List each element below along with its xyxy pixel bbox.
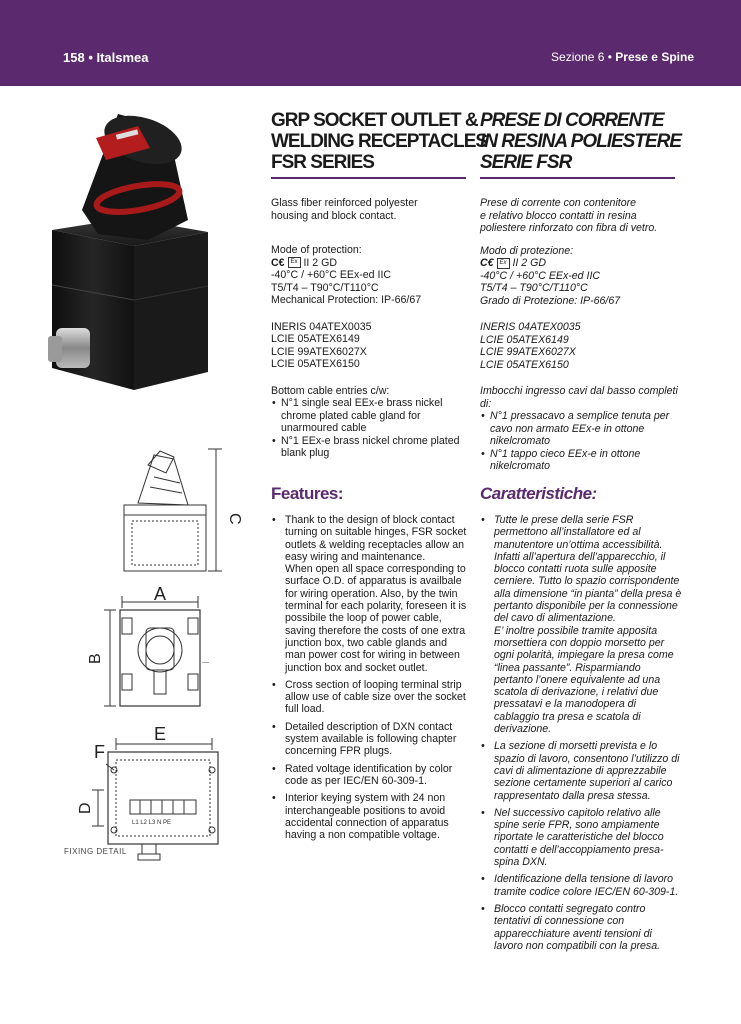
certs-en: INERIS 04ATEX0035 LCIE 05ATEX6149 LCIE 99ATEX6027X LCIE 05ATEX6150	[271, 320, 372, 370]
specs-en	[271, 197, 471, 460]
dim-e-label: E	[154, 724, 167, 744]
dim-a-label: A	[154, 584, 167, 604]
ex-mark-icon: Ex	[497, 258, 510, 269]
ex-mark-icon: Ex	[288, 257, 301, 268]
certs-it: INERIS 04ATEX0035 LCIE 05ATEX6149 LCIE 99ATEX6027X LCIE 05ATEX6150	[480, 321, 581, 371]
features-list-it	[480, 514, 682, 957]
intro-it: Prese di corrente con contenitore e relativo blocco contatti in resina poliestere rinforzato con fibra di vetro.	[480, 197, 658, 234]
dim-f-label: F	[94, 742, 105, 762]
features-heading-en: Features:	[271, 484, 344, 503]
entries-en: Bottom cable entries c/w: • N°1 single seal EEx-e brass nickel chrome plated cable gland for unarmoured cable • N°1 EEx-e brass nickel chrome plated blank plug	[271, 385, 471, 460]
list-item: • Nel successivo capitolo relativo alle spine serie FPR, sono ampiamente riportate le caratteristiche del blocco contatti e dell’accoppiamento presa-spina DXN.	[480, 807, 682, 868]
features-list-en	[271, 514, 469, 846]
section-label: Sezione 6 • Prese e Spine	[551, 50, 694, 64]
fixing-detail-label: FIXING DETAIL	[64, 847, 127, 856]
page-number: 158 • Italsmea	[63, 50, 149, 65]
list-item: • Rated voltage identification by color code as per IEC/EN 60-309-1.	[271, 763, 469, 788]
list-item: • Identificazione della tensione di lavoro tramite codice colore IEC/EN 60-309-1.	[480, 873, 682, 898]
list-item: • N°1 pressacavo a semplice tenuta per cavo non armato EEx-e in ottone nikelcromato	[480, 410, 680, 448]
ce-mark-icon: C€	[480, 257, 494, 269]
product-photo	[38, 100, 238, 400]
title-it: PRESE DI CORRENTE IN RESINA POLIESTERE SERIE FSR	[480, 110, 681, 173]
side-view-drawing	[108, 445, 243, 575]
front-view-drawing	[80, 578, 210, 708]
list-item: • Detailed description of DXN contact system available is following chapter concerning FPR plugs.	[271, 721, 469, 758]
title-rule-en	[271, 177, 466, 179]
list-item: • N°1 tappo cieco EEx-e in ottone nikelcromato	[480, 448, 680, 473]
terminal-labels: L1 L2 L3 N PE	[132, 820, 172, 826]
protection-it: Modo di protezione: C€ Ex II 2 GD -40°C / +60°C EEx-ed IIC T5/T4 – T90°C/T110°C Grado di Protezione: IP-66/67	[480, 244, 621, 307]
svg-text:—: —	[202, 659, 209, 666]
fixing-detail-drawing	[62, 720, 227, 865]
list-item: • Tutte le prese della serie FSR permettono all’installatore ed al manutentore un’ottima accessibilità. Infatti all’apertura dell’apparecchio, il blocco contatti ruota sulle apposite cerniere. Tutto lo spazio corrispondente alla dimensione “in pianta” della presa è pertanto disponibile per la connessione del cavo di alimentazione. E’ inoltre possibile tramite apposita morsettiera con doppio morsetto per ogni polarità, impiegare la presa come “linea passante”. Risparmiando pertanto l’onere equivalente ad una scatola di derivazione, i relativi due pressatavi e la manodopera di cablaggio tra presa e scatola di derivazione.	[480, 514, 682, 735]
list-item: • Thank to the design of block contact turning on suitable hinges, FSR socket outlets & welding receptacles allow an easy wiring and maintenance. When open all space corresponding to surface O.D. of apparatus is availbale for wiring operation. Also, by the twin terminal for each polarity, foreseen it is possibile the loop of power cable, saving therefore the costs of one extra junction box, two cable glands and man power cost for wiring in between junction box and socket outlet.	[271, 514, 469, 674]
list-item: • Interior keying system with 24 non interchangeable positions to avoid accidental connection of apparatus having a non compatible voltage.	[271, 792, 469, 841]
dim-d-label: D	[77, 802, 94, 814]
title-en: GRP SOCKET OUTLET & WELDING RECEPTACLES FSR SERIES	[271, 110, 488, 173]
ce-mark-icon: C€	[271, 256, 285, 269]
entries-it: Imbocchi ingresso cavi dal basso completi di: • N°1 pressacavo a semplice tenuta per cavo non armato EEx-e in ottone nikelcromato • N°1 tappo cieco EEx-e in ottone nikelcromato	[480, 385, 680, 473]
list-item: • Blocco contatti segregato contro tentativi di connessione con apparecchiature aventi tensioni di lavoro non compatibili con la presa.	[480, 903, 682, 952]
intro-en: Glass fiber reinforced polyester housing and block contact.	[271, 197, 418, 222]
list-item: • N°1 single seal EEx-e brass nickel chrome plated cable gland for unarmoured cable	[271, 397, 471, 435]
dim-b-label: B	[87, 653, 104, 664]
dim-c-label: C	[226, 513, 243, 525]
list-item: • N°1 EEx-e brass nickel chrome plated blank plug	[271, 435, 471, 460]
title-rule-it	[480, 177, 675, 179]
list-item: • La sezione di morsetti prevista e lo spazio di lavoro, consentono l’utilizzo di cavi di alimentazione di apprezzabile sezione certamente superiori al carico rappresentato dalla presa stessa.	[480, 740, 682, 801]
list-item: • Cross section of looping terminal strip allow use of cable size over the socket full load.	[271, 679, 469, 716]
features-heading-it: Caratteristiche:	[480, 484, 597, 503]
protection-en: Mode of protection: C€ Ex II 2 GD -40°C / +60°C EEx-ed IIC T5/T4 – T90°C/T110°C Mechanical Protection: IP-66/67	[271, 244, 422, 306]
header-bar	[0, 0, 741, 86]
specs-it	[480, 197, 680, 473]
